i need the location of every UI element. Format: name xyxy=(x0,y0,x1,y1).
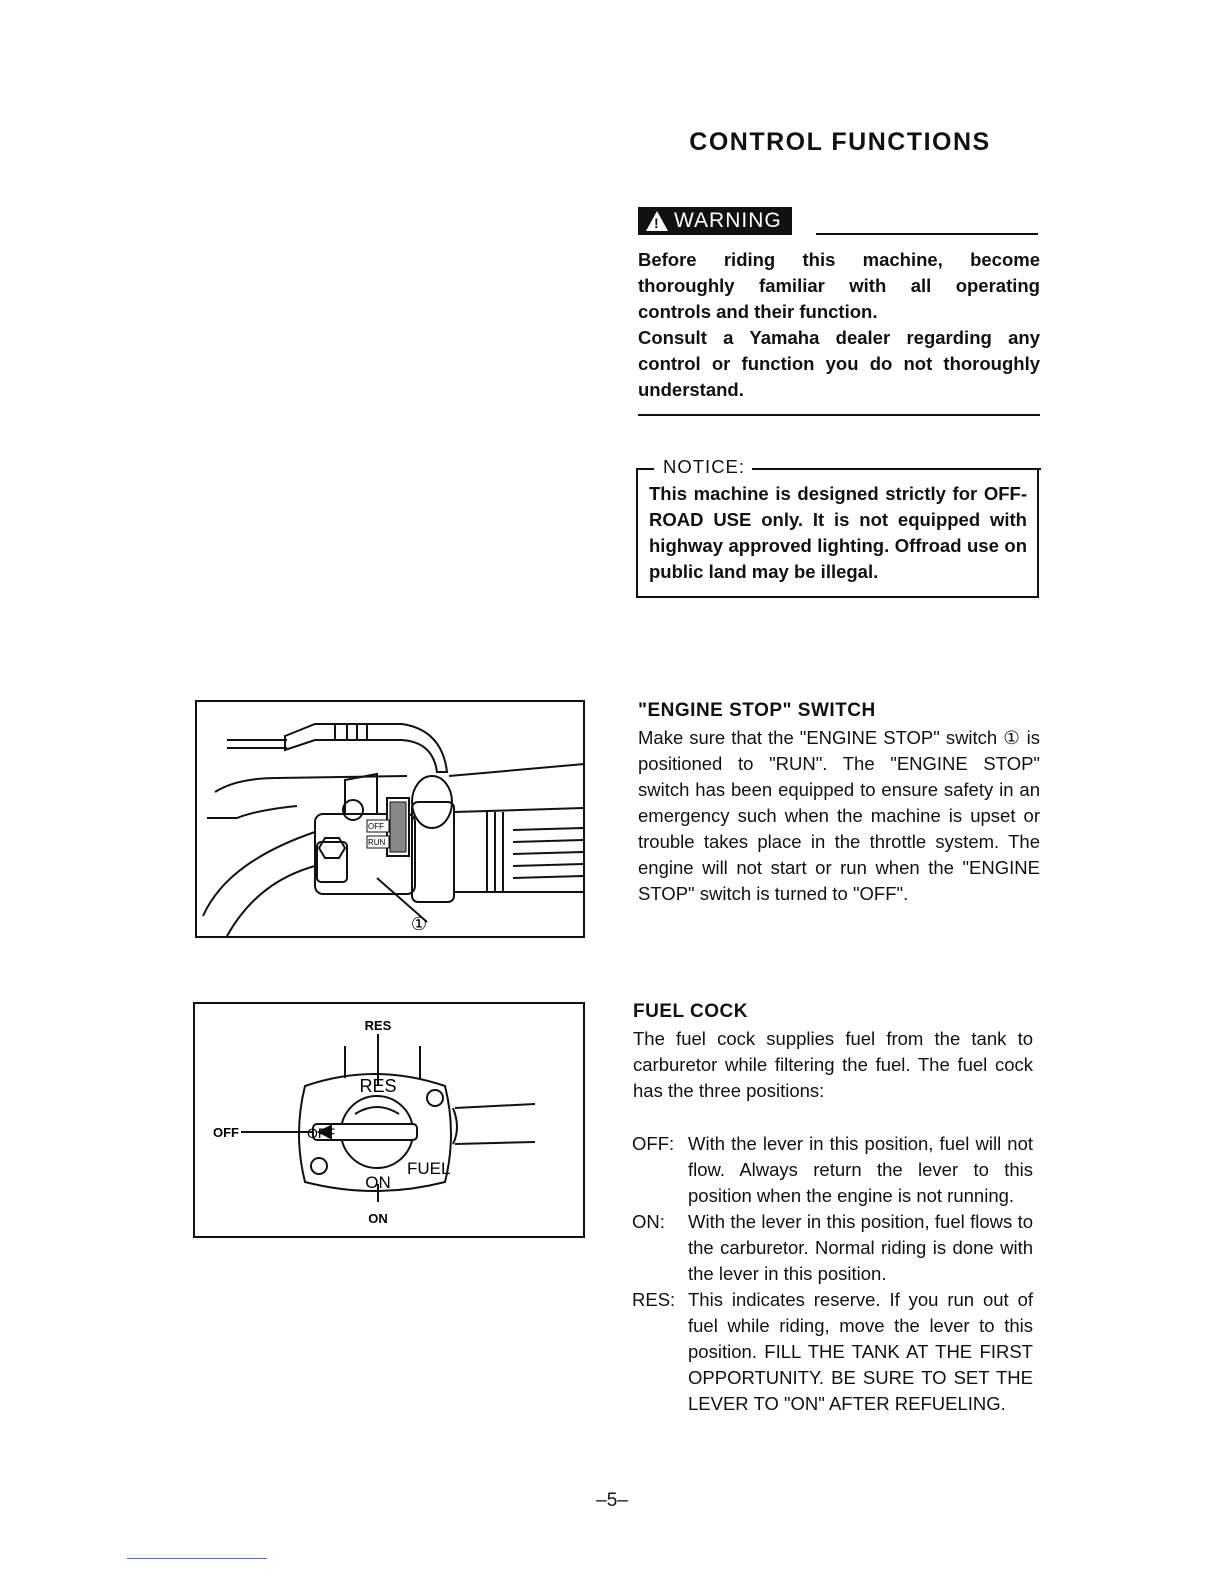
engine-stop-body: Make sure that the "ENGINE STOP" switch ① is positioned to "RUN". The "ENGINE STOP" switch has been equipped to ensure safety in an emergency such when the machine is upset or trouble takes place in the throttle system. The engine will not start or run when the "ENGINE STOP" switch is turned to "OFF". xyxy=(638,727,1040,904)
position-key: OFF: xyxy=(632,1133,675,1154)
fuel-cock-intro: The fuel cock supplies fuel from the tank to carburetor while filtering the fuel. The fuel cock has the three positions: xyxy=(633,1028,1033,1101)
warning-paragraph: Consult a Yamaha dealer regarding any control or function you do not thoroughly understand. xyxy=(638,327,1040,400)
position-key: ON: xyxy=(632,1211,665,1232)
fuel-cock-figure xyxy=(193,1002,585,1238)
engine-stop-heading: "ENGINE STOP" SWITCH xyxy=(638,700,876,721)
position-key: RES: xyxy=(632,1289,676,1310)
fuel-on-label: ON xyxy=(368,1211,388,1226)
switch-off-label: OFF xyxy=(368,822,384,831)
switch-run-label: RUN xyxy=(368,838,386,847)
list-item xyxy=(632,1209,1033,1287)
fuel-off-label: OFF xyxy=(213,1125,239,1140)
fuel-res-label: RES xyxy=(364,1018,392,1033)
footer-rule xyxy=(127,1558,267,1559)
fuel-body-off: OFF xyxy=(307,1125,335,1141)
fuel-body-res: RES xyxy=(359,1076,397,1096)
warning-rule xyxy=(816,233,1038,235)
notice-text: This machine is designed strictly for OFF-ROAD USE only. It is not equipped with highway approved lighting. Offroad use on public land may be illegal. xyxy=(649,483,1027,582)
position-desc: With the lever in this position, fuel will not flow. Always return the lever to this position when the engine is not running. xyxy=(688,1133,1033,1206)
engine-stop-switch-figure xyxy=(195,700,585,938)
warning-paragraph: Before riding this machine, become thoroughly familiar with all operating controls and their function. xyxy=(638,249,1040,322)
notice-border-right xyxy=(752,468,1041,470)
notice-label: NOTICE: xyxy=(663,456,746,477)
warning-triangle-icon: ! xyxy=(646,211,668,231)
list-item xyxy=(632,1287,1033,1417)
figure-callout-1: ① xyxy=(410,914,428,934)
fuel-cock-heading: FUEL COCK xyxy=(633,1001,748,1022)
position-desc: With the lever in this position, fuel flows to the carburetor. Normal riding is done with the lever in this position. xyxy=(688,1211,1033,1284)
handlebar-switch-illustration xyxy=(197,702,583,936)
warning-text xyxy=(638,247,1040,403)
page-title: CONTROL FUNCTIONS xyxy=(689,128,991,156)
fuel-body-on: ON xyxy=(365,1173,391,1192)
position-desc: This indicates reserve. If you run out of fuel while riding, move the lever to this position. FILL THE TANK AT THE FIRST OPPORTUNITY. BE SURE TO SET THE LEVER TO "ON" AFTER REFUELING. xyxy=(688,1289,1033,1414)
list-item xyxy=(632,1131,1033,1209)
fuel-body-fuel: FUEL xyxy=(407,1159,451,1178)
page-number: –5– xyxy=(596,1490,628,1511)
notice-border-left xyxy=(636,468,654,470)
warning-bottom-rule xyxy=(638,414,1040,416)
fuel-cock-illustration xyxy=(195,1004,583,1236)
warning-badge xyxy=(638,207,792,235)
warning-badge-label: WARNING xyxy=(674,209,782,232)
fuel-positions-list xyxy=(632,1131,1033,1417)
